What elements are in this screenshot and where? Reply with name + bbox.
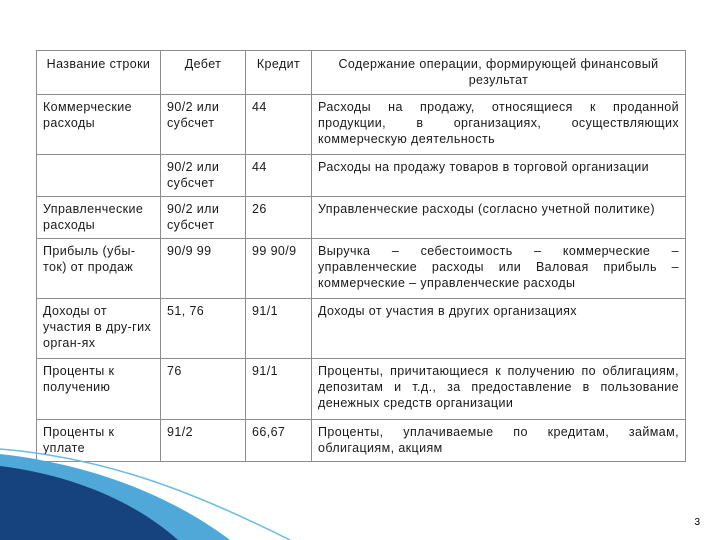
row-name: Прибыль (убы-ток) от продаж [37,239,161,299]
row-content: Управленческие расходы (согласно учетной политике) [312,197,686,239]
table-row [37,95,686,155]
row-content: Проценты, уплачиваемые по кредитам, займам, облигациям, акциям [312,420,686,462]
row-name: Проценты к получению [37,359,161,420]
row-content: Выручка – себестоимость – коммерческие – управленческие расходы или Валовая прибыль – коммерческие – управленческие расходы [312,239,686,299]
row-content: Доходы от участия в других организациях [312,299,686,359]
table-row [37,239,686,299]
row-debit: 90/2 или субсчет [161,197,246,239]
row-name: Коммерческие расходы [37,95,161,155]
row-content: Проценты, причитающиеся к получению по облигациям, депозитам и т.д., за предоставление в пользование денежных средств организации [312,359,686,420]
table-row [37,299,686,359]
corner-wave-decoration [0,440,720,540]
header-line-name: Название строки [37,51,161,95]
row-debit: 51, 76 [161,299,246,359]
row-debit: 76 [161,359,246,420]
row-content: Расходы на продажу товаров в торговой организации [312,155,686,197]
row-content: Расходы на продажу, относящиеся к проданной продукции, в организациях, осуществляющих коммерческую деятельность [312,95,686,155]
row-credit: 91/1 [246,299,312,359]
row-debit: 90/2 или субсчет [161,155,246,197]
row-name: Проценты к уплате [37,420,161,462]
row-name [37,155,161,197]
table-row [37,359,686,420]
row-credit: 26 [246,197,312,239]
row-credit: 91/1 [246,359,312,420]
row-name: Управленческие расходы [37,197,161,239]
header-credit: Кредит [246,51,312,95]
table-row [37,197,686,239]
table-row [37,155,686,197]
row-credit: 99 90/9 [246,239,312,299]
row-debit: 90/2 или субсчет [161,95,246,155]
row-credit: 66,67 [246,420,312,462]
header-operation-content: Содержание операции, формирующей финансовый результат [312,51,686,95]
row-debit: 90/9 99 [161,239,246,299]
table-header-row [37,51,686,95]
row-debit: 91/2 [161,420,246,462]
row-credit: 44 [246,95,312,155]
page-number: 3 [694,517,700,528]
row-name: Доходы от участия в дру-гих орган-ях [37,299,161,359]
financial-result-table [36,50,686,462]
header-debit: Дебет [161,51,246,95]
row-credit: 44 [246,155,312,197]
